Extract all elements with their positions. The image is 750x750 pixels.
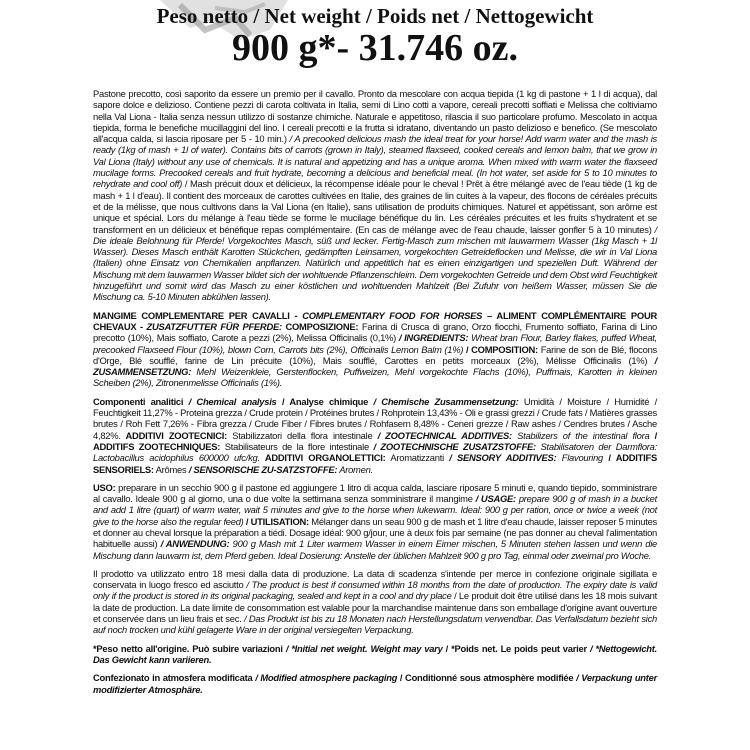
usage-block (93, 482, 657, 561)
description-en: / A precooked delicious mash the ideal treat for your horse! Add warm water and the mash is ready (1kg of mash + 1l of water). Contains bits of carrots (grown in Italy), steamed flaxseed, cooked cereals and lemon balm, that we grow in Val Liona (Italy) without any use of chemicals. It is natural and appetizing and has a unique aroma. When mixed with warm water the flaxseed mucilage forms. Precooked cereals and fruit hydrate, becoming a delicious and beneficial meal. (In hot water, set aside for 5 to 10 minutes to rehydrate and cool off) (93, 133, 657, 190)
usage-label-en: / USAGE: (472, 493, 516, 505)
additives-zoo-label-de: / ZOOTECHNISCHE ZUSATZSTOFFE: (368, 440, 536, 452)
additives-org-label-fr: / ADDITIFS SENSORIELS: (93, 452, 657, 475)
expiry-de: / Das Produkt ist bis zu 18 Monaten nach Herstellungsdatum verwendbar. Das Verfallsdatum bezieht sich auf noch trocken und kühl gelagerte Ware in der original versiegelten Verpackung. (93, 613, 657, 636)
composition-title-it: MANGIME COMPLEMENTARE PER CAVALLI (93, 309, 290, 321)
additives-zoo-text-de: Stabilisatoren der Darmflora: Lactobacillus acidophilus 600000 ufc/kg. (93, 440, 657, 464)
analysis-values: Umidità / Moisture / Humidité / Feuchtigkeit 11,27% - Proteina grezza / Crude protein / Protéines brutes / Rohprotein 13,43% - Oli e grassi grezzi / Crude fats / Matières grasses brutes / Roh Fett 7,26% - Fibra grezza / Crude Fiber / Fibres brutes / Rohfasern 8,48% - Ceneri grezze / Raw ashes / Cendres brutes / Asche 4,82%. (93, 395, 657, 441)
additives-zoo-label-fr: / ADDITIFS ZOOTECHNIQUES: (93, 429, 657, 452)
composition-text-en: Wheat bran Flour, Barley flakes, puffed Wheat, precooked Flaxseed Flour (10%), blown Corn, Carrots bits (2%), Officinalis Lemon Balm (1%) (93, 332, 657, 355)
packaging-de: / Verpackung unter modifizierter Atmosphäre. (93, 672, 658, 695)
usage-text-fr: Mélanger dans un seau 900 g de mash et 1 litre d'eau chaude, laisser reposer 5 minutes et donner au cheval lorsque la préparation a tiédi. Dosage idéal: 900 g/jour, une à deux fois par semaine (ne pas donner au cheval l'alimentation habituelle aussi) (93, 515, 657, 550)
composition-text-de: Mehl Weizenkleie, Gerstenflocken, Puffweizen, Mehl vorgekochte Flachs (10%), Puffmais, Karotten in kleinen Scheiben (2%), Zitronenmelisse Officinalis (1%). (93, 366, 657, 389)
weight-note-fr: / *Poids net. Le poids peut varier (442, 642, 587, 654)
packaging-it: Confezionato in atmosfera modificata (93, 672, 253, 684)
header (0, 0, 750, 68)
packaging-block (93, 672, 657, 695)
composition-block (93, 310, 657, 389)
usage-text-it: preparare in un secchio 900 g il pastone ed aggiungere 1 litro di acqua calda, lasciare riposare 5 minuti e, quando tiepido, somministrare al cavallo. Ideale 900 g al giorno, una o due volte la settimana senza somministrare il mangime (93, 481, 657, 505)
additives-zoo-label-en: / ZOOTECHNICAL ADDITIVES: (372, 429, 512, 441)
composition-title-fr: – ALIMENT COMPLÉMENTAIRE POUR CHEVAUX (93, 309, 657, 332)
analysis-label-en: / Chemical analysis (183, 395, 277, 407)
composition-label-de: / ZUSAMMENSETZUNG: (93, 354, 657, 378)
usage-label-de: / ANWENDUNG: (157, 538, 230, 550)
analysis-label-it: Componenti analitici (93, 395, 184, 407)
expiry-fr: / Le produit doit être utilisé dans les 18 mois suivant la date de production. La date limite de consommation est valable pour la marchandise maintenue dans son emballage d'origine avant ouverture et conservée dans un lieu frais et sec. (93, 590, 658, 625)
analysis-block (93, 396, 657, 475)
additives-zoo-label-it: ADDITIVI ZOOTECNICI: (120, 429, 228, 441)
weight-note-block (93, 643, 657, 666)
net-weight-heading: Peso netto / Net weight / Poids net / Nettogewicht (156, 4, 594, 28)
usage-text-en: prepare 900 g of mash in a bucket and add 1 litre (quart) of warm water, wait 5 minutes and give to the horse when lukewarm. Ideal: 900 g per ration, once or twice a week (not give to the horse also the regular feed) (93, 493, 657, 527)
packaging-en: / Modified atmosphere packaging (252, 672, 398, 684)
usage-label-fr: / UTILISATION: (243, 515, 309, 527)
expiry-en: / The product is best if consumed within 18 months from the date of production. The expiry date is valid only if the product is stored in its original packaging, sealed and kept in a cool and dry place (93, 579, 657, 602)
description-fr: / Mash précuit doux et délicieux, la récompense idéale pour le cheval ! Prêt à être mélangé avec de l'eau tiède (1 kg de mash + 1 l d'eau). Il contient des morceaux de carottes cultivées en Italie, des graines de lin cuites à la vapeur, des flocons de céréales précuits et de la mélisse, que nous cultivons dans la Val Liona (en Italie), sans utilisation de produits chimiques. Naturel et appétissant, son arôme est unique et spécial. Lors du mélange à l'eau tiède se forme le mucilage bénéfique du lin. Les céréales précuites et les fruits s'hydratent et se transforment en un délicieux et bénéfique repas complémentaire. (En cas de mélange avec de l'eau chaude, laisser gonfler 5 à 10 minutes) (93, 178, 657, 235)
description-block (93, 88, 657, 303)
weight-value: 900 g*- 31.746 oz. (231, 27, 519, 69)
composition-label-fr: / COMPOSITION: (463, 343, 538, 355)
description-de: / Die ideale Belohnung für Pferde! Vorgekochtes Masch, süß und lecker. Fertig-Masch zum mischen mit lauwarmem Wasser (1kg Masch + 1l Wasser). Dieses Masch enthält Karotten Stückchen, gedämpften Leinsamen, vorgekochten Getreideflocken und Melisse, die wir in Val Liona (Italien) ohne Einsatz von Chemikalien anpflanzen. Natürlich und appetitlich hat es einen einzigartigen und speziellen Duft. Während der Mischung mit dem lauwarmen Wasser bildet sich der wohltuende Pflanzenschleim. Dem vorgekochten Getreide und dem Obst wird Feuchtigkeit hinzugeführt und somit wird das Masch zu einer köstlichen und wohltuenden Mahlzeit (Bei Zufuhr von heißem Wasser, müssen Sie die Mischung ca. 5-10 Minuten abkühlen lassen). (93, 223, 658, 303)
weight-note-de: / *Nettogewicht. Das Gewicht kann variieren. (93, 642, 657, 665)
additives-org-label-en: / SENSORY ADDITIVES: (443, 452, 557, 464)
composition-title-en: - COMPLEMENTARY FOOD FOR HORSES (289, 309, 483, 321)
composition-title-de: - ZUSATZFUTTER FÜR PFERDE: (136, 320, 282, 332)
weight-note-it: *Peso netto all'origine. Può subire variazioni (93, 642, 283, 654)
additives-org-label-de: / SENSORISCHE ZU-SATZSTOFFE: (186, 463, 338, 475)
analysis-label-fr: / Analyse chimique (276, 395, 369, 407)
composition-label-en: / INGREDIENTS: (396, 332, 469, 344)
additives-org-label-it: ADDITIVI ORGANOLETTICI: (259, 452, 386, 464)
additives-zoo-text-en: Stabilizers of the intestinal flora (511, 429, 650, 441)
additives-zoo-text-it: Stabilizzatori della flora intestinale (227, 429, 373, 441)
additives-org-text-it: Aromatizzanti (385, 452, 444, 464)
additives-zoo-text-fr: Stabilisateurs de la flore intestinale (220, 440, 369, 452)
analysis-label-de: / Chemische Zusammensetzung: (368, 395, 519, 407)
expiry-it: Il prodotto va utilizzato entro 18 mesi dalla data di produzione. La data di scadenza s'intende per merce in confezione originale sigillata e conservata in luogo fresco ed asciutto (93, 567, 657, 591)
label-text (93, 88, 657, 702)
additives-org-text-de: Aromen. (337, 463, 373, 475)
usage-text-de: 900 g Mash mit 1 Liter warmem Wasser in einem Eimer mischen, 5 Minuten stehen lassen und wenn die Mischung dann lauwarm ist, dem Pferd geben. Ideal Dosierung: Anstelle der üblichen Mahlzeit 900 g pro Tag, einmal oder zweimal pro Woche. (93, 538, 658, 561)
composition-text-it: Farina di Crusca di grano, Orzo fiocchi, Frumento soffiato, Farina di Lino precotto (10%), Mais soffiato, Carote a pezzi (2%), Melissa Officinalis (0,1%) (93, 320, 657, 344)
additives-org-text-en: Flavouring (556, 452, 604, 464)
additives-org-text-fr: Arômes (153, 463, 187, 475)
description-it: Pastone precotto, così saporito da essere un premio per il cavallo. Pronto da mescolare con acqua tiepida (1 kg di pastone + 1 l di acqua), dal sapore dolce e delizioso. Contiene pezzi di carota coltivata in Italia, semi di Lino cotti a vapore, cereali precotti soffiati e Melissa che coltiviamo nella Val Liona - Italia senza nessun utilizzo di sostanze chimiche. Naturale e appetitoso, rilascia il suo particolare profumo. Mescolato in acqua tiepida, forma le benefiche mucillaggini del lino. I cereali precotti e la frutta si idratano, diventando un pasto delizioso e benefico. (Se mescolato all'acqua calda, si lascia riposare per 5 - 10 min.) (93, 88, 657, 145)
usage-label-it: USO: (93, 481, 116, 493)
composition-text-fr: Farine de son de Blé, flocons d'Orge, Blé soufflé, farine de Lin précuite (10%), Mais soufflé, Carottes en petits morceaux (2%), Mélisse Officinalis (1%) (93, 343, 657, 366)
expiry-block (93, 568, 657, 636)
composition-label-it: COMPOSIZIONE: (281, 320, 359, 332)
weight-note-en: / *Initial net weight. Weight may vary (282, 642, 443, 654)
packaging-fr: / Conditionné sous atmosphère modifiée (397, 672, 574, 684)
